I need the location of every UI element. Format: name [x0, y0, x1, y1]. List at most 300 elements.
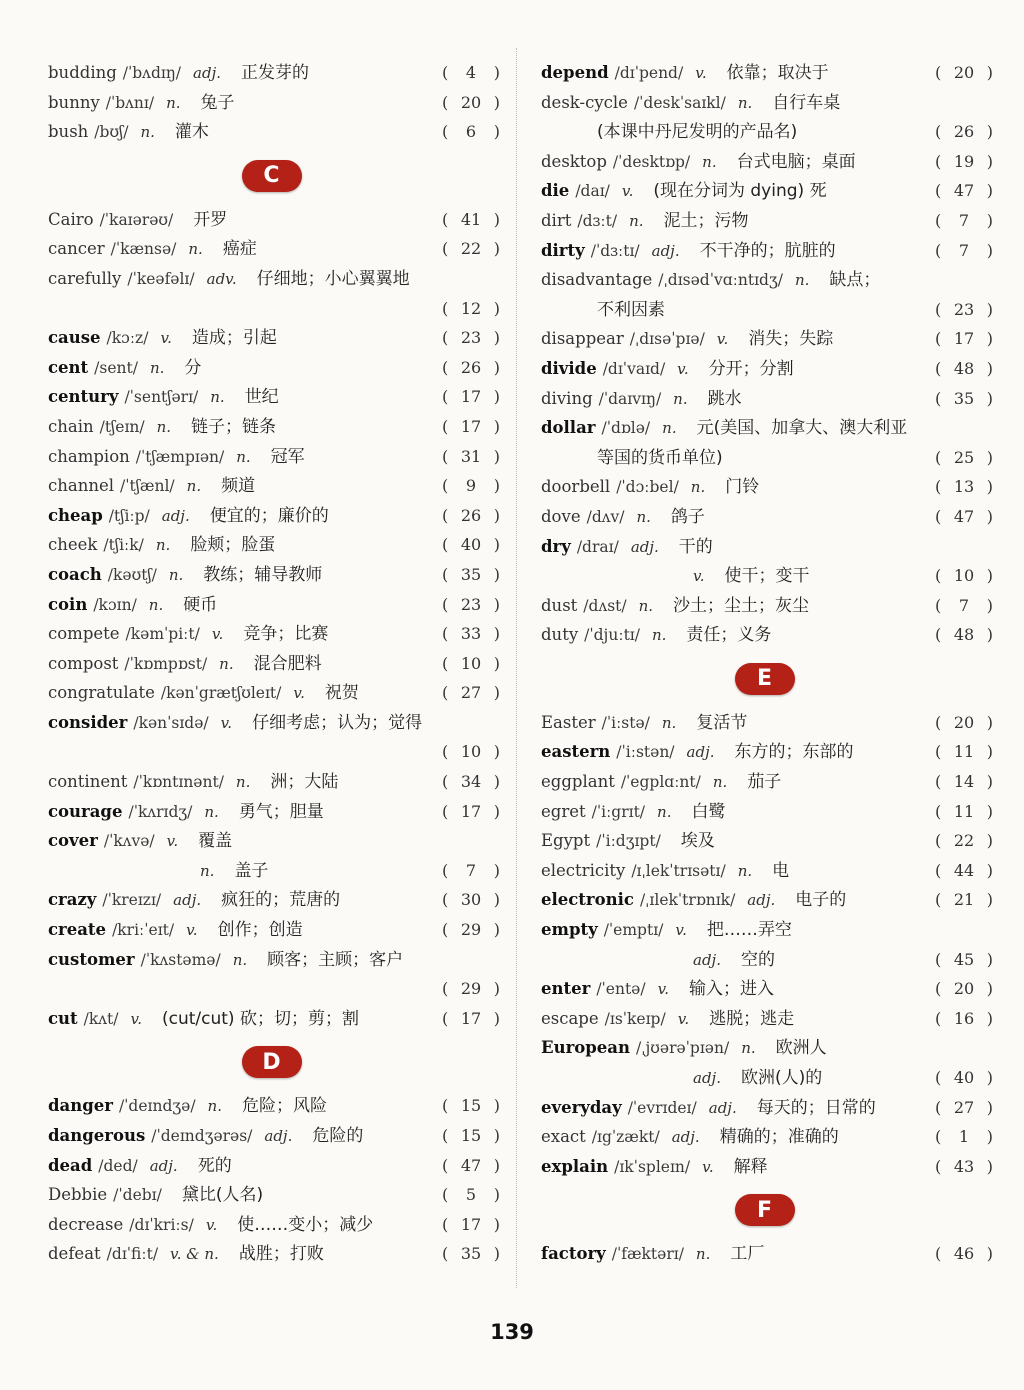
lesson-number — [442, 58, 500, 88]
entry-line — [48, 117, 500, 147]
glossary-entry — [48, 649, 500, 679]
headword: decrease — [48, 1214, 124, 1234]
lesson-value: 35 — [953, 388, 975, 408]
phonetic: /ˈsentʃərɪ/ — [124, 388, 199, 407]
glossary-entry — [48, 560, 500, 590]
part-of-speech: v. & n. — [170, 1245, 219, 1264]
headword: enter — [541, 979, 591, 999]
lesson-value: 20 — [953, 712, 975, 732]
paren-close: ) — [493, 564, 500, 584]
phonetic: /dɪˈpend/ — [614, 64, 684, 82]
headword: coin — [48, 594, 88, 614]
headword: eggplant — [541, 772, 615, 792]
phonetic: /ˈkʌstəmə/ — [140, 950, 221, 969]
lesson-number — [442, 856, 500, 886]
paren-open: ( — [935, 595, 942, 615]
entry-line — [541, 1004, 993, 1034]
glossary-entry — [48, 471, 500, 501]
lesson-number — [442, 501, 500, 531]
paren-close: ) — [493, 298, 500, 318]
lesson-value: 48 — [953, 625, 975, 645]
lesson-number — [935, 620, 993, 650]
paren-open: ( — [442, 772, 449, 792]
part-of-speech: n. — [657, 802, 672, 821]
chinese-meaning: 癌症 — [222, 239, 257, 260]
section-header — [48, 1033, 495, 1091]
chinese-meaning: 覆盖 — [198, 831, 233, 852]
chinese-meaning: 台式电脑；桌面 — [736, 151, 856, 172]
glossary-entry — [541, 532, 993, 591]
paren-close: ) — [493, 505, 500, 525]
entry-line — [48, 885, 500, 915]
paren-close: ) — [986, 1156, 993, 1176]
glossary-entry — [541, 88, 993, 147]
headword: egret — [541, 801, 586, 821]
part-of-speech: n. — [695, 1245, 711, 1264]
entry-line — [541, 502, 993, 532]
paren-open: ( — [935, 772, 942, 792]
chinese-meaning: 元(美国、加拿大、澳大利亚 — [696, 418, 908, 439]
part-of-speech: n. — [712, 773, 728, 792]
phonetic: /ˈiːstə/ — [601, 713, 650, 732]
part-of-speech: n. — [168, 565, 184, 584]
chinese-meaning: 不干净的；肮脏的 — [699, 240, 836, 261]
entry-line — [541, 1152, 993, 1182]
chinese-meaning: 祝贺 — [324, 683, 359, 704]
headword: Egypt — [541, 831, 591, 851]
glossary-entry — [541, 737, 993, 767]
paren-open: ( — [935, 477, 942, 497]
part-of-speech: adj. — [161, 506, 190, 525]
lesson-number — [935, 443, 993, 473]
phonetic: /tʃiːk/ — [103, 536, 144, 555]
lesson-value: 17 — [953, 329, 975, 349]
paren-open: ( — [442, 564, 449, 584]
paren-open: ( — [442, 920, 449, 940]
column-divider — [516, 48, 517, 1288]
chinese-meaning: 脸颊；脸蛋 — [190, 535, 276, 556]
section-letter-badge: F — [735, 1194, 795, 1226]
chinese-meaning: 东方的；东部的 — [734, 742, 854, 763]
phonetic: /dɪˈvaɪd/ — [602, 359, 666, 378]
paren-close: ) — [493, 446, 500, 466]
entry-sub-sense — [541, 945, 993, 975]
paren-open: ( — [442, 890, 449, 910]
headword: eastern — [541, 742, 611, 762]
phonetic: /dʌv/ — [586, 507, 625, 526]
lesson-number — [442, 382, 500, 412]
glossary-entry — [541, 147, 993, 177]
paren-open: ( — [935, 1156, 942, 1176]
glossary-entry — [48, 678, 500, 708]
lesson-value: 7 — [465, 860, 477, 880]
headword: crazy — [48, 890, 97, 910]
glossary-entry — [48, 501, 500, 531]
chinese-meaning: 电 — [772, 860, 790, 881]
part-of-speech: adj. — [686, 743, 715, 762]
headword: bunny — [48, 92, 100, 112]
paren-open: ( — [935, 742, 942, 762]
part-of-speech: v. — [293, 684, 305, 703]
lesson-value: 16 — [953, 1008, 975, 1028]
glossary-entry — [48, 767, 500, 797]
headword: desktop — [541, 151, 607, 171]
headword: consider — [48, 712, 128, 732]
paren-close: ) — [986, 890, 993, 910]
lesson-value: 6 — [465, 122, 477, 142]
part-of-speech: n. — [662, 419, 677, 438]
lesson-value: 26 — [460, 505, 482, 525]
paren-close: ) — [493, 1185, 500, 1205]
phonetic: /ˈdɔːbel/ — [616, 478, 679, 497]
part-of-speech: n. — [690, 478, 706, 497]
paren-close: ) — [986, 831, 993, 851]
lesson-number — [442, 1091, 500, 1121]
paren-close: ) — [493, 239, 500, 259]
entry-sub-sense — [48, 856, 500, 886]
chinese-meaning: 便宜的；廉价的 — [209, 505, 329, 526]
lesson-value: 35 — [460, 1244, 482, 1264]
lesson-number — [442, 1004, 500, 1034]
glossary-entry — [541, 1033, 993, 1092]
entry-line — [48, 501, 500, 531]
paren-open: ( — [935, 1097, 942, 1117]
lesson-number — [935, 856, 993, 886]
part-of-speech: adj. — [747, 891, 776, 910]
phonetic: /ˈbʌnɪ/ — [105, 93, 155, 112]
lesson-value: 17 — [460, 1214, 482, 1234]
paren-close: ) — [493, 92, 500, 112]
paren-open: ( — [442, 387, 449, 407]
headword: electricity — [541, 860, 626, 880]
paren-close: ) — [493, 772, 500, 792]
paren-open: ( — [935, 566, 942, 586]
paren-open: ( — [935, 949, 942, 969]
chinese-meaning: 茄子 — [747, 772, 782, 793]
phonetic: /ˌɪlekˈtrɒnɪk/ — [639, 891, 736, 910]
glossary-entry — [541, 885, 993, 915]
chinese-meaning: 竞争；比赛 — [243, 624, 329, 645]
part-of-speech: v. — [675, 921, 687, 940]
headword: dangerous — [48, 1126, 146, 1145]
paren-close: ) — [493, 1244, 500, 1264]
entry-line — [48, 915, 500, 945]
paren-open: ( — [935, 122, 942, 142]
headword: cent — [48, 357, 89, 377]
glossary-entry — [48, 590, 500, 620]
headword: channel — [48, 476, 114, 496]
entry-continuation — [48, 974, 500, 1004]
lesson-value: 15 — [460, 1096, 482, 1116]
entry-line — [48, 1004, 500, 1034]
paren-close: ) — [986, 240, 993, 260]
paren-open: ( — [935, 506, 942, 526]
lesson-value: 29 — [460, 979, 482, 999]
paren-close: ) — [493, 979, 500, 999]
glossary-entry — [541, 620, 993, 650]
paren-open: ( — [935, 712, 942, 732]
lesson-number — [442, 412, 500, 442]
paren-open: ( — [442, 328, 449, 348]
lesson-value: 17 — [460, 1008, 482, 1028]
lesson-number — [935, 1239, 993, 1269]
lesson-number — [935, 767, 993, 797]
chinese-meaning: 白鹭 — [691, 801, 726, 822]
lesson-value: 23 — [460, 328, 482, 348]
part-of-speech: adj. — [693, 950, 721, 969]
headword: disappear — [541, 329, 624, 349]
lesson-value: 12 — [460, 298, 482, 318]
lesson-value: 17 — [460, 416, 482, 436]
chinese-meaning: 空的 — [740, 949, 775, 970]
part-of-speech: adj. — [193, 64, 221, 82]
entry-line — [48, 649, 500, 679]
phonetic: /ˈkʌvə/ — [103, 832, 155, 851]
headword: coach — [48, 564, 102, 584]
lesson-number — [442, 294, 500, 324]
lesson-number — [442, 678, 500, 708]
lesson-number — [442, 205, 500, 235]
paren-open: ( — [442, 122, 449, 142]
headword: compost — [48, 653, 119, 673]
part-of-speech: n. — [232, 950, 248, 969]
entry-line — [48, 590, 500, 620]
phonetic: /ˌdɪsəˈpɪə/ — [629, 330, 705, 349]
paren-close: ) — [986, 299, 993, 319]
lesson-number — [935, 1004, 993, 1034]
chinese-meaning: 欧洲人 — [775, 1038, 827, 1059]
headword: Cairo — [48, 209, 94, 229]
headword: Easter — [541, 712, 596, 732]
chinese-meaning: 造成；引起 — [191, 328, 277, 349]
headword: dead — [48, 1155, 93, 1175]
paren-open: ( — [935, 240, 942, 260]
phonetic: /ɪkˈspleɪn/ — [614, 1157, 691, 1176]
entry-line — [48, 945, 500, 975]
headword: dollar — [541, 418, 596, 438]
lesson-number — [442, 737, 500, 767]
glossary-entry — [541, 797, 993, 827]
lesson-value: 44 — [953, 860, 975, 880]
lesson-number — [935, 974, 993, 1004]
part-of-speech: n. — [235, 773, 251, 792]
paren-close: ) — [986, 151, 993, 171]
paren-close: ) — [986, 1097, 993, 1117]
chinese-meaning: 沙土；尘土；灰尘 — [673, 595, 810, 616]
glossary-entry — [48, 619, 500, 649]
part-of-speech: n. — [207, 1097, 222, 1116]
lesson-value: 10 — [460, 653, 482, 673]
chinese-meaning: 使干；变干 — [724, 566, 810, 587]
lesson-number — [935, 502, 993, 532]
headword: chain — [48, 416, 94, 436]
chinese-meaning: 跳水 — [707, 388, 742, 409]
lesson-value: 29 — [460, 920, 482, 940]
headword: dirt — [541, 210, 572, 230]
phonetic: /ˈkɒntɪnənt/ — [133, 773, 224, 792]
part-of-speech: n. — [673, 389, 688, 408]
lesson-number — [442, 471, 500, 501]
phonetic: /ˈkænsə/ — [110, 240, 177, 259]
entry-continuation — [48, 294, 500, 324]
part-of-speech: n. — [219, 654, 234, 673]
paren-open: ( — [935, 388, 942, 408]
glossary-entry — [48, 234, 500, 264]
entry-line — [541, 532, 993, 562]
headword: cover — [48, 831, 98, 851]
paren-close: ) — [493, 653, 500, 673]
phonetic: /ˈfæktərɪ/ — [611, 1245, 684, 1264]
paren-close: ) — [493, 387, 500, 407]
lesson-number — [935, 826, 993, 856]
entry-line — [541, 737, 993, 767]
entry-line — [48, 412, 500, 442]
headword: duty — [541, 625, 579, 645]
glossary-entry — [541, 767, 993, 797]
headword: congratulate — [48, 683, 155, 703]
paren-close: ) — [493, 416, 500, 436]
paren-open: ( — [935, 63, 942, 82]
phonetic: /kəʊtʃ/ — [107, 565, 157, 584]
lesson-value: 20 — [953, 63, 975, 82]
paren-close: ) — [493, 742, 500, 762]
lesson-number — [935, 1093, 993, 1123]
lesson-number — [442, 1210, 500, 1240]
lesson-number — [935, 885, 993, 915]
lesson-number — [935, 58, 993, 88]
headword: doorbell — [541, 477, 611, 497]
glossary-entry — [48, 58, 500, 88]
lesson-value: 30 — [460, 890, 482, 910]
paren-open: ( — [442, 239, 449, 259]
glossary-entry — [541, 502, 993, 532]
headword: diving — [541, 388, 593, 408]
lesson-number — [442, 1239, 500, 1269]
chinese-meaning: 使……变小；减少 — [237, 1214, 374, 1235]
part-of-speech: adj. — [671, 1128, 700, 1147]
part-of-speech: adv. — [206, 269, 237, 288]
glossary-entry — [541, 974, 993, 1004]
entry-line — [541, 591, 993, 621]
lesson-number — [935, 1122, 993, 1152]
paren-open: ( — [935, 1127, 942, 1147]
entry-line — [48, 353, 500, 383]
chinese-meaning: 硬币 — [183, 594, 218, 615]
entry-line — [541, 885, 993, 915]
entry-line — [541, 147, 993, 177]
glossary-entry — [541, 708, 993, 738]
paren-open: ( — [442, 357, 449, 377]
paren-open: ( — [442, 63, 449, 82]
glossary-entry — [48, 264, 500, 323]
chinese-meaning: 逃脱；逃走 — [709, 1008, 795, 1029]
glossary-entry — [541, 1239, 993, 1269]
part-of-speech: n. — [156, 417, 172, 436]
paren-close: ) — [986, 1008, 993, 1028]
glossary-entry — [48, 117, 500, 147]
phonetic: /ˈdɜːtɪ/ — [590, 241, 640, 260]
lesson-value: 33 — [460, 624, 482, 644]
paren-open: ( — [935, 181, 942, 201]
phonetic: /sent/ — [94, 358, 138, 377]
entry-line — [541, 856, 993, 886]
right-column — [541, 58, 993, 1269]
paren-open: ( — [442, 801, 449, 821]
section-letter-badge: E — [735, 663, 795, 695]
paren-close: ) — [986, 625, 993, 645]
lesson-value: 26 — [953, 122, 975, 142]
lesson-value: 20 — [953, 979, 975, 999]
page-number: 139 — [490, 1320, 534, 1344]
entry-line — [541, 767, 993, 797]
entry-line — [541, 1033, 993, 1063]
part-of-speech: adj. — [149, 1156, 178, 1175]
entry-line — [48, 1210, 500, 1240]
entry-line — [541, 915, 993, 945]
paren-close: ) — [986, 63, 993, 82]
lesson-value: 4 — [465, 63, 477, 82]
entry-continuation — [48, 737, 500, 767]
paren-open: ( — [442, 1185, 449, 1205]
entry-line — [48, 1091, 500, 1121]
part-of-speech: v. — [186, 921, 198, 940]
glossary-entry — [48, 1180, 500, 1210]
lesson-value: 10 — [953, 566, 975, 586]
paren-close: ) — [986, 358, 993, 378]
headword: compete — [48, 624, 120, 644]
entry-line — [48, 708, 500, 738]
lesson-number — [935, 591, 993, 621]
phonetic: /ˈdaɪvɪŋ/ — [598, 389, 662, 408]
chinese-meaning: (现在分词为 dying) 死 — [653, 181, 827, 202]
lesson-value: 9 — [465, 476, 477, 496]
paren-open: ( — [442, 624, 449, 644]
chinese-meaning: 教练；辅导教师 — [203, 564, 323, 585]
chinese-meaning: 依靠；取决于 — [726, 63, 829, 83]
paren-close: ) — [986, 566, 993, 586]
paren-open: ( — [442, 1126, 449, 1145]
phonetic: /ˈemptɪ/ — [603, 921, 664, 940]
glossary-entry — [48, 1239, 500, 1269]
part-of-speech: v. — [693, 567, 705, 586]
part-of-speech: n. — [651, 626, 667, 645]
lesson-value: 5 — [465, 1185, 477, 1205]
entry-line — [48, 678, 500, 708]
lesson-value: 40 — [953, 1068, 975, 1087]
entry-line — [48, 323, 500, 353]
lesson-number — [935, 117, 993, 147]
chinese-meaning: 疯狂的；荒唐的 — [221, 890, 341, 911]
lesson-number — [442, 530, 500, 560]
chinese-meaning: 门铃 — [725, 477, 760, 498]
phonetic: /kənˈsɪdə/ — [133, 713, 209, 732]
chinese-meaning: 欧洲(人)的 — [740, 1068, 823, 1088]
paren-open: ( — [442, 742, 449, 762]
glossary-entry — [48, 442, 500, 472]
entry-continuation — [541, 117, 993, 147]
lesson-number — [935, 797, 993, 827]
glossary-entry — [541, 915, 993, 974]
chinese-meaning: 死的 — [197, 1155, 232, 1176]
glossary-entry — [541, 206, 993, 236]
lesson-value: 25 — [953, 447, 975, 467]
lesson-value: 43 — [953, 1156, 975, 1176]
lesson-number — [935, 1152, 993, 1182]
part-of-speech: adj. — [264, 1127, 293, 1145]
paren-open: ( — [935, 1008, 942, 1028]
lesson-value: 47 — [953, 506, 975, 526]
paren-open: ( — [442, 92, 449, 112]
